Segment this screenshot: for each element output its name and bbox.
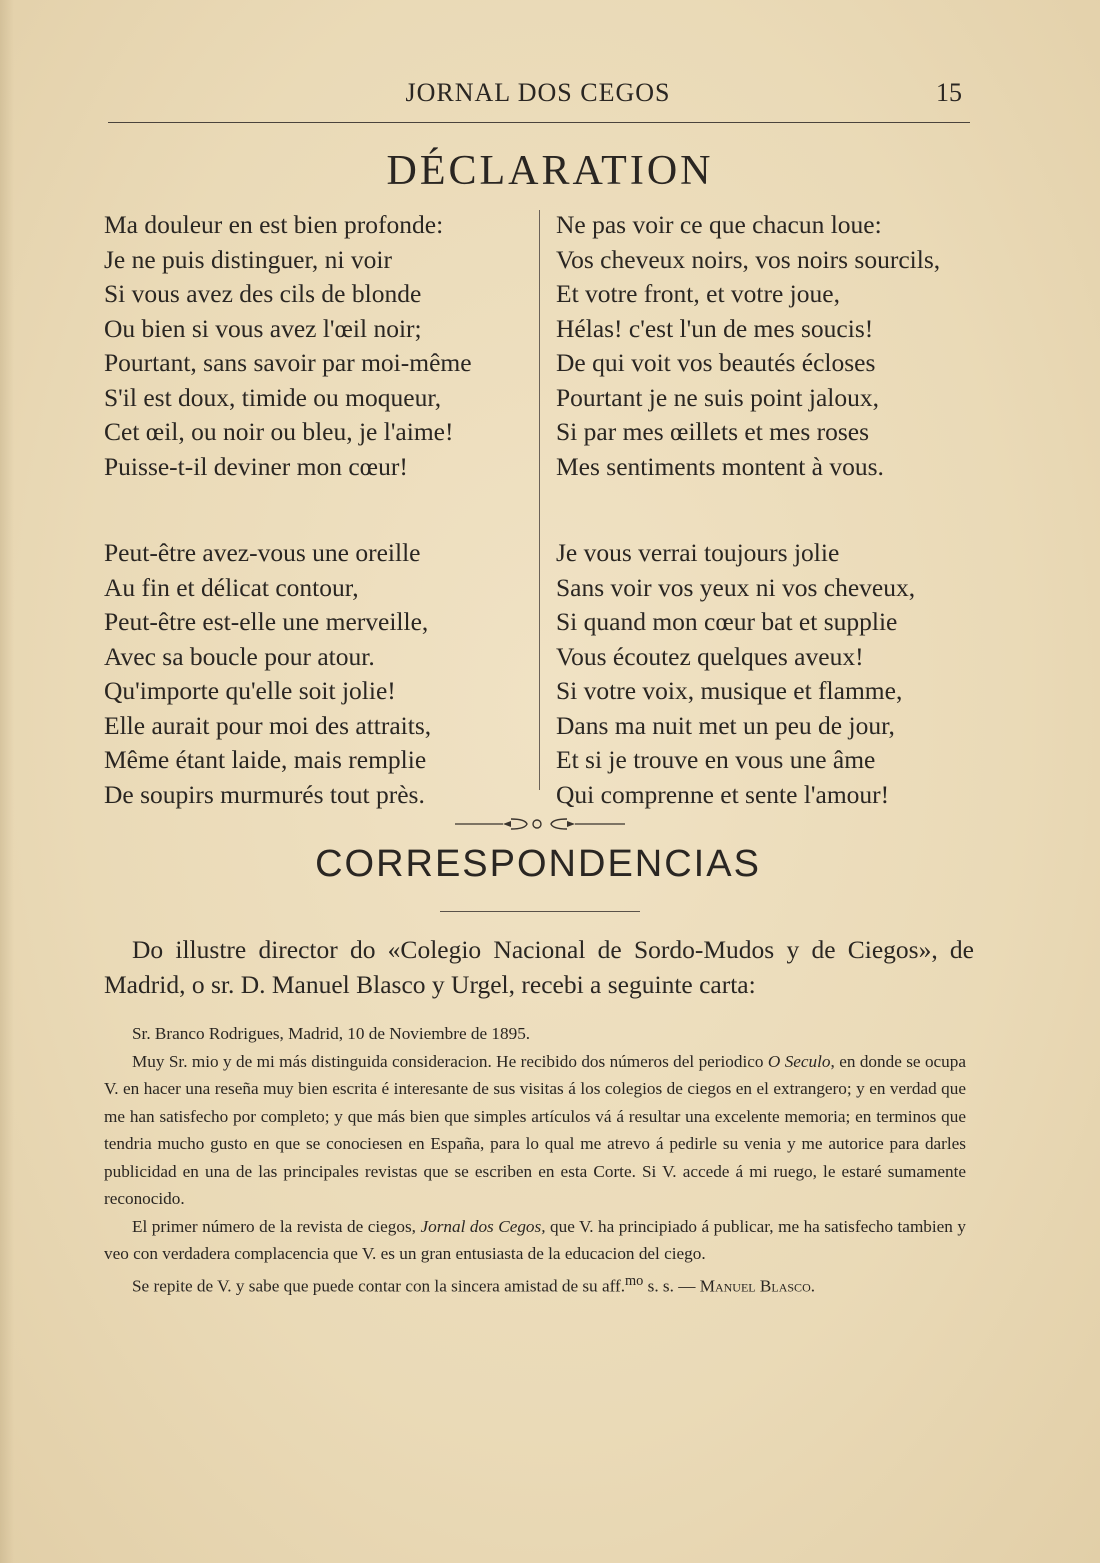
text-run: que V. ha principiado á publicar, me ha satisfecho tambien y veo con verdadera complacencia que V. es un gran entusiasta de la educacion del ciego. xyxy=(104,1216,966,1263)
verse-line: Vos cheveux noirs, vos noirs sourcils, xyxy=(556,244,941,274)
italic-title: O Seculo xyxy=(767,1051,831,1071)
stanza-right-2 xyxy=(556,536,986,812)
stanza-gap xyxy=(556,484,986,536)
page-gutter-shadow xyxy=(0,0,14,1563)
signature: Manuel Blasco. xyxy=(699,1276,816,1296)
text-run: Muy Sr. mio y de mi más distinguida consideracion. He recibido dos números del periodico xyxy=(132,1051,768,1071)
verse-line: Ne pas voir ce que chacun loue: xyxy=(556,210,882,239)
letter-paragraph-3 xyxy=(104,1268,966,1300)
header-rule xyxy=(108,122,970,123)
verse-line: Mes sentiments montent à vous. xyxy=(556,451,884,481)
verse-line: Même étant laide, mais remplie xyxy=(104,745,427,774)
text-run: s. s. — xyxy=(643,1276,700,1296)
verse-line: Pourtant je ne suis point jaloux, xyxy=(556,382,879,412)
page-number: 15 xyxy=(936,78,962,107)
verse-line: S'il est doux, timide ou moqueur, xyxy=(104,382,442,412)
letter-paragraph-2 xyxy=(104,1213,966,1268)
verse-line: Si par mes œillets et mes roses xyxy=(556,417,870,446)
section-title-rule xyxy=(440,911,640,912)
verse-line: Peut-être est-elle une merveille, xyxy=(104,607,429,636)
verse-line: De soupirs murmurés tout près. xyxy=(104,779,425,809)
text-run: , en donde se ocupa V. en hacer una reseña muy bien escrita é interesante de sus visitas á los colegios de ciegos en el extrangero; y en verdad que me han satisfecho por completo; y que más bien que simples artículos vá á resultar una excelente memoria; en terminos que tendria mucho gusto en que se conociesen en España, para lo qual me atrevo á pedirle su venia y me autorice para darles publicidad en una de las principales revistas que se escriben en esta Corte. Si V. accede á mi ruego, le estaré sumamente reconocido. xyxy=(104,1051,966,1208)
poem-right-column xyxy=(556,208,986,812)
verse-line: De qui voit vos beautés écloses xyxy=(556,348,876,377)
text-run: El primer número de la revista de ciegos, xyxy=(132,1216,421,1236)
running-head xyxy=(108,78,968,112)
section-title: CORRESPONDENCIAS xyxy=(315,843,761,885)
verse-line: Sans voir vos yeux ni vos cheveux, xyxy=(556,572,916,602)
verse-line: Qui comprenne et sente l'amour! xyxy=(556,779,890,809)
letter-body xyxy=(104,1020,966,1300)
verse-line: Ou bien si vous avez l'œil noir; xyxy=(104,313,422,343)
verse-line: Je vous verrai toujours jolie xyxy=(556,538,840,567)
verse-line: Si votre voix, musique et flamme, xyxy=(556,676,903,705)
superscript: mo xyxy=(625,1272,644,1289)
stanza-right-1 xyxy=(556,208,986,484)
stanza-gap xyxy=(104,484,534,536)
verse-line: Au fin et délicat contour, xyxy=(104,572,359,602)
verse-line: Peut-être avez-vous une oreille xyxy=(104,538,421,567)
verse-line: Puisse-t-il deviner mon cœur! xyxy=(104,451,408,481)
verse-line: Hélas! c'est l'un de mes soucis! xyxy=(556,313,874,343)
verse-line: Pourtant, sans savoir par moi-même xyxy=(104,348,472,377)
poem-left-column xyxy=(104,208,534,812)
running-title: JORNAL DOS CEGOS xyxy=(405,78,671,107)
verse-line: Et si je trouve en vous une âme xyxy=(556,745,876,774)
italic-title: Jornal dos Cegos, xyxy=(420,1216,546,1236)
verse-line: Si vous avez des cils de blonde xyxy=(104,279,422,308)
verse-line: Dans ma nuit met un peu de jour, xyxy=(556,710,895,740)
verse-line: Avec sa boucle pour atour. xyxy=(104,641,375,671)
intro-paragraph: Do illustre director do «Colegio Nacional de Sordo-Mudos y de Ciegos», de Madrid, o sr. D. Manuel Blasco y Urgel, recebi a seguinte carta: xyxy=(104,935,974,999)
verse-line: Cet œil, ou noir ou bleu, je l'aime! xyxy=(104,417,454,446)
letter-paragraph-1 xyxy=(104,1048,966,1213)
stanza-left-1 xyxy=(104,208,534,484)
column-divider xyxy=(539,210,540,790)
verse-line: Je ne puis distinguer, ni voir xyxy=(104,244,392,274)
verse-line: Si quand mon cœur bat et supplie xyxy=(556,607,898,636)
stanza-left-2 xyxy=(104,536,534,812)
verse-line: Vous écoutez quelques aveux! xyxy=(556,641,864,671)
letter-date-line: Sr. Branco Rodrigues, Madrid, 10 de Noviembre de 1895. xyxy=(132,1024,531,1043)
text-run: Se repite de V. y sabe que puede contar con la sincera amistad de su aff. xyxy=(132,1276,626,1296)
verse-line: Ma douleur en est bien profonde: xyxy=(104,210,444,239)
ornament-divider xyxy=(455,812,625,836)
verse-line: Elle aurait pour moi des attraits, xyxy=(104,710,432,740)
poem-title: DÉCLARATION xyxy=(386,148,714,194)
verse-line: Et votre front, et votre joue, xyxy=(556,279,840,308)
verse-line: Qu'importe qu'elle soit jolie! xyxy=(104,676,396,705)
